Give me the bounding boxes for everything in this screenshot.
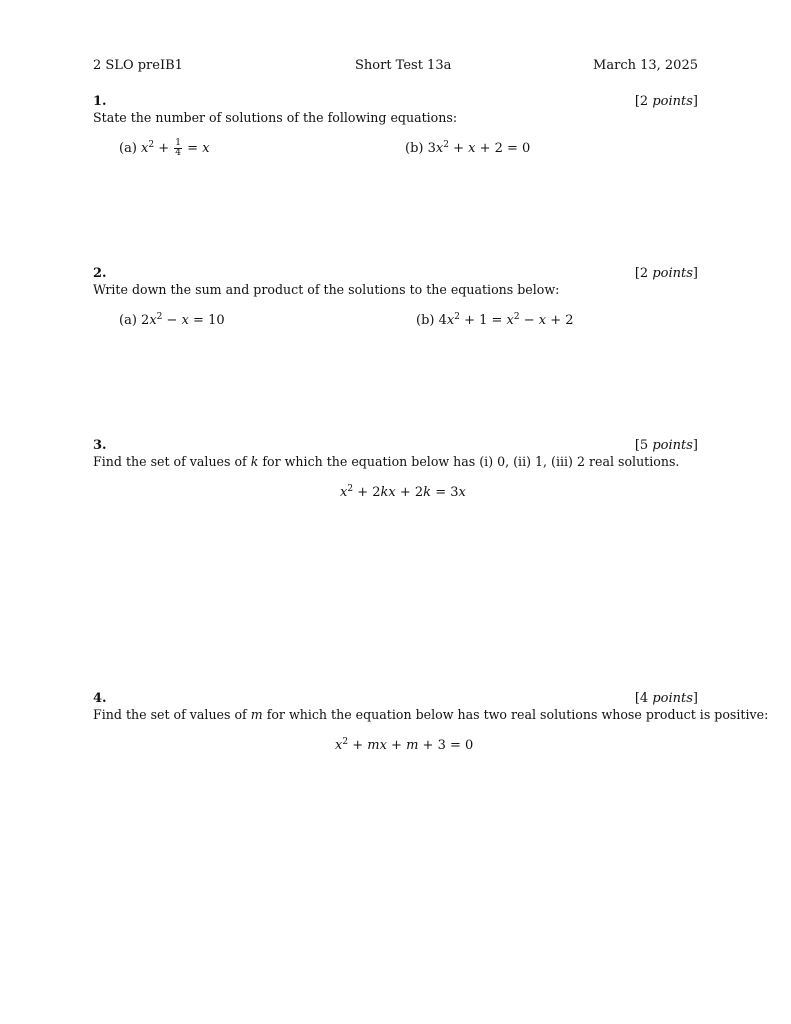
test-title: Short Test 13a (355, 58, 452, 73)
part-b-equation: (b) $3x^2 + x + 2 = 0$ (405, 140, 531, 156)
course-code: 2 SLO preIB1 (93, 58, 183, 73)
display-equation: $x^2$ + mx + m + 3 = 0 (335, 737, 474, 753)
part-a-equation: (a) $x^2$ + $\frac{1}{4}$ = x (119, 138, 210, 158)
question-prompt: Find the set of values of m for which the equation below has two real solutions whose product is positive: (93, 707, 769, 722)
display-equation: $x^2 + 2kx + 2k = 3x$ (340, 484, 466, 500)
question-points: [4 points] (634, 691, 698, 706)
part-b-equation: (b) $4x^2 + 1 = x^2 - x + 2$ (416, 312, 574, 328)
question-prompt: State the number of solutions of the following equations: (93, 110, 458, 125)
question-number: 2. (93, 266, 107, 281)
part-a-equation: (a) $2x^2 - x = 10$ (119, 312, 225, 328)
question-points: [2 points] (634, 266, 698, 281)
question-number: 1. (93, 94, 107, 109)
question-number: 3. (93, 438, 107, 453)
question-prompt: Write down the sum and product of the solutions to the equations below: (93, 282, 560, 297)
question-number: 4. (93, 691, 107, 706)
question-points: [2 points] (634, 94, 698, 109)
question-prompt: Find the set of values of k for which the equation below has (i) 0, (ii) 1, (iii) 2 real solutions. (93, 454, 680, 469)
test-date: March 13, 2025 (593, 58, 698, 73)
question-points: [5 points] (634, 438, 698, 453)
